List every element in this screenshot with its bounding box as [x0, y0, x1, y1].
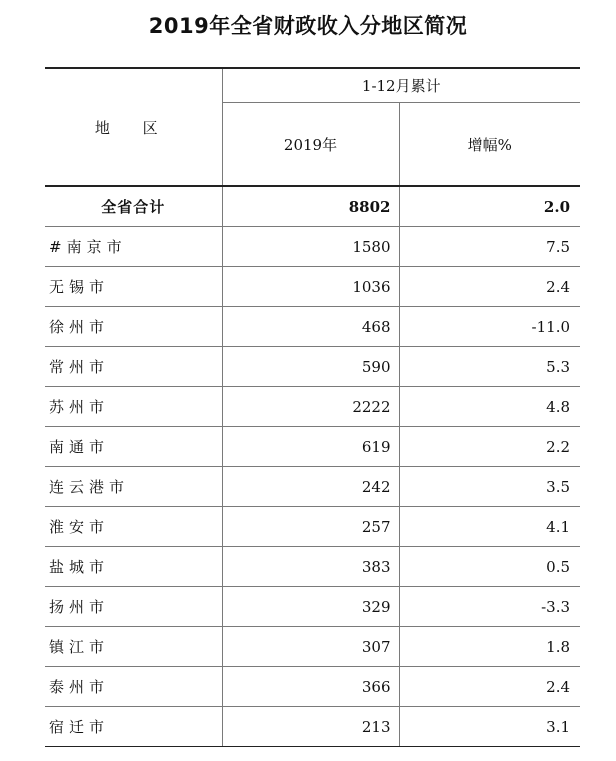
total-row	[45, 186, 580, 227]
header-region: 地 区	[45, 68, 222, 186]
region-name: 无锡市	[45, 267, 222, 307]
table-row	[45, 347, 580, 387]
region-growth: 5.3	[399, 347, 580, 387]
region-value: 619	[222, 427, 399, 467]
region-value: 2222	[222, 387, 399, 427]
region-growth: 2.4	[399, 267, 580, 307]
region-name: 扬州市	[45, 587, 222, 627]
table-row	[45, 627, 580, 667]
table-row	[45, 227, 580, 267]
region-growth: 1.8	[399, 627, 580, 667]
region-growth: 3.1	[399, 707, 580, 747]
region-name: 镇江市	[45, 627, 222, 667]
header-growth: 增幅%	[467, 135, 512, 154]
region-name: 徐州市	[45, 307, 222, 347]
region-value: 329	[222, 587, 399, 627]
total-growth: 2.0	[399, 186, 580, 227]
region-growth: 4.1	[399, 507, 580, 547]
region-growth: -11.0	[399, 307, 580, 347]
region-name: 南通市	[45, 427, 222, 467]
region-value: 590	[222, 347, 399, 387]
table-row	[45, 587, 580, 627]
region-growth: 3.5	[399, 467, 580, 507]
table-row	[45, 667, 580, 707]
region-growth: 2.2	[399, 427, 580, 467]
header-cumulative: 1-12月累计	[222, 68, 580, 103]
table-row	[45, 707, 580, 747]
region-name: 苏州市	[45, 387, 222, 427]
region-value: 1580	[222, 227, 399, 267]
region-name: 宿迁市	[45, 707, 222, 747]
region-growth: 2.4	[399, 667, 580, 707]
total-value: 8802	[222, 186, 399, 227]
region-growth: -3.3	[399, 587, 580, 627]
table-row	[45, 427, 580, 467]
region-value: 213	[222, 707, 399, 747]
region-name: 常州市	[45, 347, 222, 387]
region-value: 468	[222, 307, 399, 347]
table-row	[45, 467, 580, 507]
region-growth: 0.5	[399, 547, 580, 587]
region-growth: 7.5	[399, 227, 580, 267]
region-value: 257	[222, 507, 399, 547]
page-title: 2019年全省财政收入分地区简况	[148, 14, 468, 38]
region-name: 淮安市	[45, 507, 222, 547]
table-row	[45, 387, 580, 427]
region-value: 383	[222, 547, 399, 587]
table-row	[45, 507, 580, 547]
header-row-top	[45, 68, 580, 103]
region-value: 1036	[222, 267, 399, 307]
region-name: 泰州市	[45, 667, 222, 707]
total-name: 全省合计	[45, 186, 222, 227]
region-value: 307	[222, 627, 399, 667]
table-row	[45, 547, 580, 587]
revenue-table	[45, 67, 580, 747]
region-name: 盐城市	[45, 547, 222, 587]
region-growth: 4.8	[399, 387, 580, 427]
region-value: 242	[222, 467, 399, 507]
table-row	[45, 307, 580, 347]
header-value: 2019年	[222, 103, 399, 187]
table-row	[45, 267, 580, 307]
region-name: #南京市	[45, 227, 222, 267]
region-name: 连云港市	[45, 467, 222, 507]
region-value: 366	[222, 667, 399, 707]
